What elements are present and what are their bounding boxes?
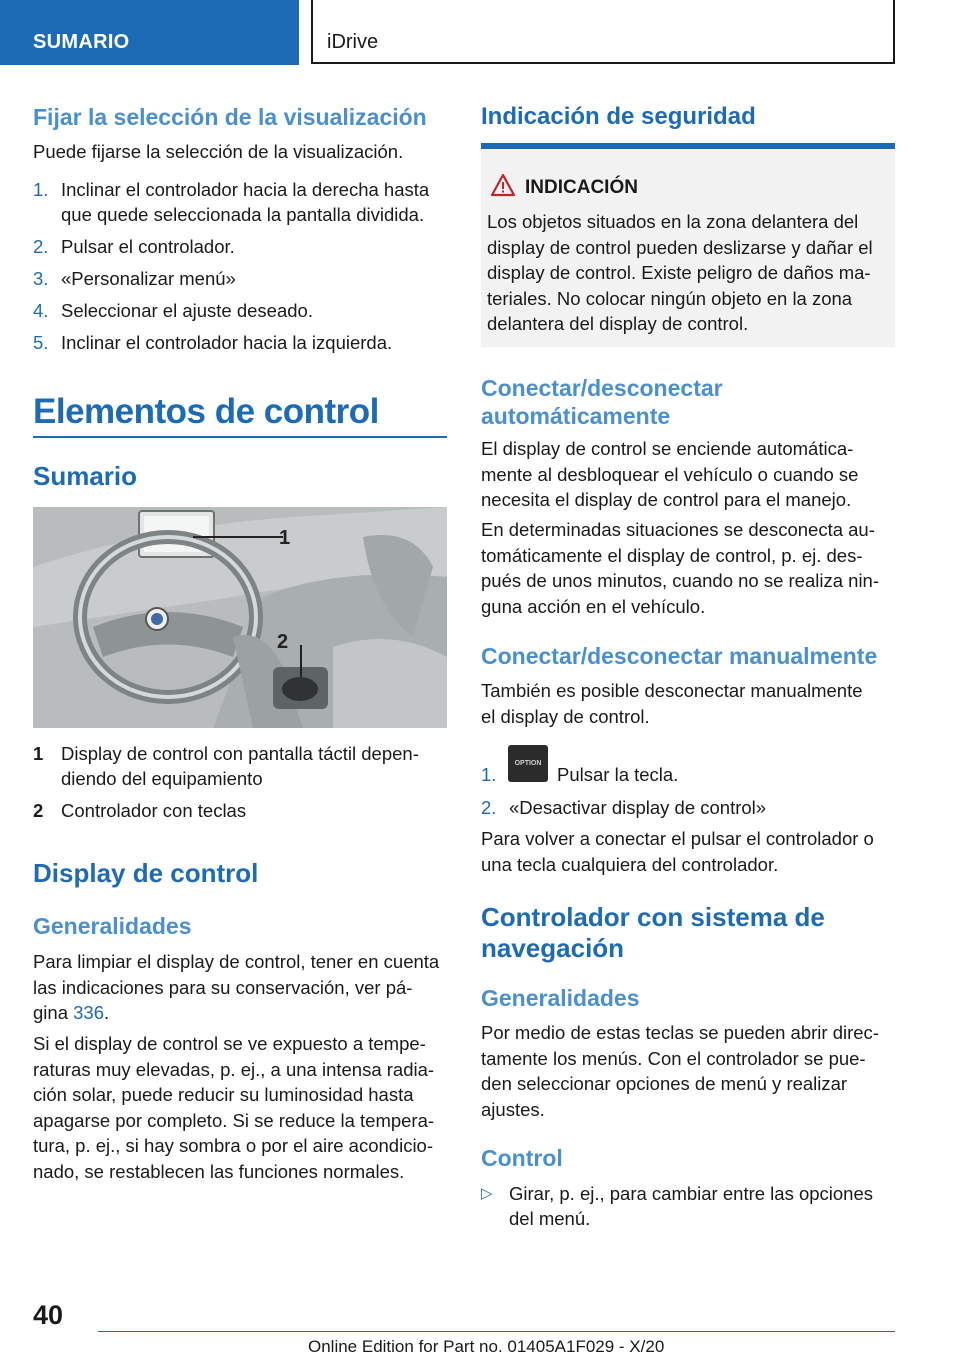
line: El display de control se enciende automática- (481, 438, 854, 459)
line: Para volver a conectar el pulsar el controlador o (481, 828, 874, 849)
line: mente al desbloquear el vehículo o cuando se (481, 463, 859, 485)
safety-heading: Indicación de seguridad (481, 103, 756, 130)
line: navegación (481, 933, 625, 963)
elements-heading: Elementos de control (33, 392, 379, 431)
line: una tecla cualquiera del controlador. (481, 853, 779, 875)
callout-1: 1 (279, 527, 291, 549)
step-text: Pulsar el controlador. (61, 236, 235, 257)
page-link-336[interactable]: 336 (73, 1002, 104, 1023)
line: necesita el display de control para el manejo. (481, 489, 852, 510)
step-text: «Desactivar display de control» (509, 797, 767, 818)
line: automáticamente (481, 403, 671, 429)
line: apagarse por completo. Si se reduce la tempera- (33, 1109, 435, 1131)
line: ción solar, puede reducir su luminosidad hasta (33, 1084, 414, 1105)
line: teriales. No colocar ningún objeto en la zona (487, 287, 853, 309)
option-key-icon (508, 745, 548, 782)
step-number: 2. (33, 236, 49, 257)
line: tura, p. ej., si hay sombra o por el aire acondicio- (33, 1135, 433, 1156)
line: tomáticamente el display de control, p. ej. des- (481, 544, 863, 566)
bullet-triangle-icon: ▷ (481, 1185, 493, 1202)
fix-display-heading: Fijar la selección de la visualización (33, 104, 427, 130)
step-text: Seleccionar el ajuste deseado. (61, 300, 313, 321)
page-number: 40 (33, 1300, 64, 1330)
line: den seleccionar opciones de menú y realizar (481, 1073, 848, 1094)
callout-2: 2 (277, 631, 289, 653)
step-text: Inclinar el controlador hacia la derecha hasta (61, 179, 430, 200)
line: También es posible desconectar manualmente (481, 680, 863, 701)
step-text: Inclinar el controlador hacia la izquierda. (61, 332, 393, 353)
general-heading: Generalidades (33, 913, 192, 939)
line: delantera del display de control. (487, 313, 749, 334)
step-number: 1. (33, 179, 49, 200)
line: display de control pueden deslizarse y dañar el (487, 236, 873, 258)
step-number: 4. (33, 300, 49, 321)
chapter-title (311, 0, 895, 64)
line: Los objetos situados en la zona delantera del (487, 211, 859, 232)
heading-rule (33, 436, 447, 438)
cockpit-illustration (33, 507, 447, 728)
cockpit-image (33, 507, 447, 728)
line: ajustes. (481, 1098, 545, 1120)
warning-label: INDICACIÓN (525, 177, 638, 198)
footer-edition: Online Edition for Part no. 01405A1F029 - X/20 (308, 1337, 665, 1356)
warning-box (481, 143, 895, 347)
footer-rule (98, 1331, 895, 1332)
line: . (104, 1002, 110, 1023)
step-text-cont: que quede seleccionada la pantalla dividida. (61, 204, 425, 225)
line: display de control. Existe peligro de daños ma- (487, 262, 871, 283)
manual-after-paragraph (481, 826, 901, 877)
chapter-label: iDrive (327, 31, 379, 53)
general-paragraph-1 (33, 949, 453, 1026)
manual-heading: Conectar/desconectar manualmente (481, 643, 878, 669)
section-tab-sumario[interactable]: SUMARIO (0, 0, 299, 65)
summary-heading: Sumario (33, 461, 138, 491)
control-heading: Control (481, 1145, 563, 1171)
line: nado, se restablecen las funciones normales. (33, 1160, 405, 1182)
nav-general-paragraph (481, 1020, 901, 1122)
auto-paragraph-1 (481, 436, 901, 513)
warning-text (487, 209, 892, 337)
step-number: 1. (481, 764, 497, 785)
step-number: 3. (33, 268, 49, 289)
warning-triangle-icon (490, 173, 516, 197)
nav-general-heading: Generalidades (481, 985, 640, 1011)
auto-paragraph-2 (481, 517, 901, 619)
fix-intro: Puede fijarse la selección de la visualización. (33, 141, 404, 162)
legend-number: 2 (33, 800, 44, 821)
step-number: 5. (33, 332, 49, 353)
step-text: «Personalizar menú» (61, 268, 236, 289)
line: Controlador con sistema de (481, 902, 825, 932)
line: raturas muy elevadas, p. ej., a una intensa radia- (33, 1058, 435, 1080)
line: Conectar/desconectar (481, 375, 723, 401)
line: tamente los menús. Con el controlador se pue- (481, 1047, 866, 1069)
line: el display de control. (481, 705, 650, 727)
display-heading: Display de control (33, 858, 259, 888)
option-key-label: OPTION (514, 760, 542, 767)
line: Para limpiar el display de control, tener en cuenta (33, 951, 440, 972)
legend-number: 1 (33, 743, 44, 764)
line: gina (33, 1002, 74, 1023)
general-paragraph-2 (33, 1031, 453, 1184)
line: Si el display de control se ve expuesto a tempe- (33, 1033, 426, 1054)
nav-controller-heading (481, 902, 825, 964)
manual-paragraph (481, 678, 901, 729)
line: las indicaciones para su conservación, ver pá- (33, 976, 413, 998)
step-text: Pulsar la tecla. (557, 764, 679, 785)
bullet-text-cont: del menú. (509, 1208, 591, 1229)
legend-text: Controlador con teclas (61, 800, 247, 821)
legend-text-cont: diendo del equipamiento (61, 768, 263, 789)
line: En determinadas situaciones se desconecta au- (481, 519, 875, 540)
auto-heading (481, 374, 723, 430)
line: Por medio de estas teclas se pueden abrir direc- (481, 1022, 879, 1043)
line: pués de unos minutos, cuando no se realiza nin- (481, 570, 880, 591)
step-number: 2. (481, 797, 497, 818)
bullet-text: Girar, p. ej., para cambiar entre las opciones (509, 1183, 874, 1204)
legend-text: Display de control con pantalla táctil depen- (61, 743, 419, 764)
line: guna acción en el vehículo. (481, 595, 706, 617)
